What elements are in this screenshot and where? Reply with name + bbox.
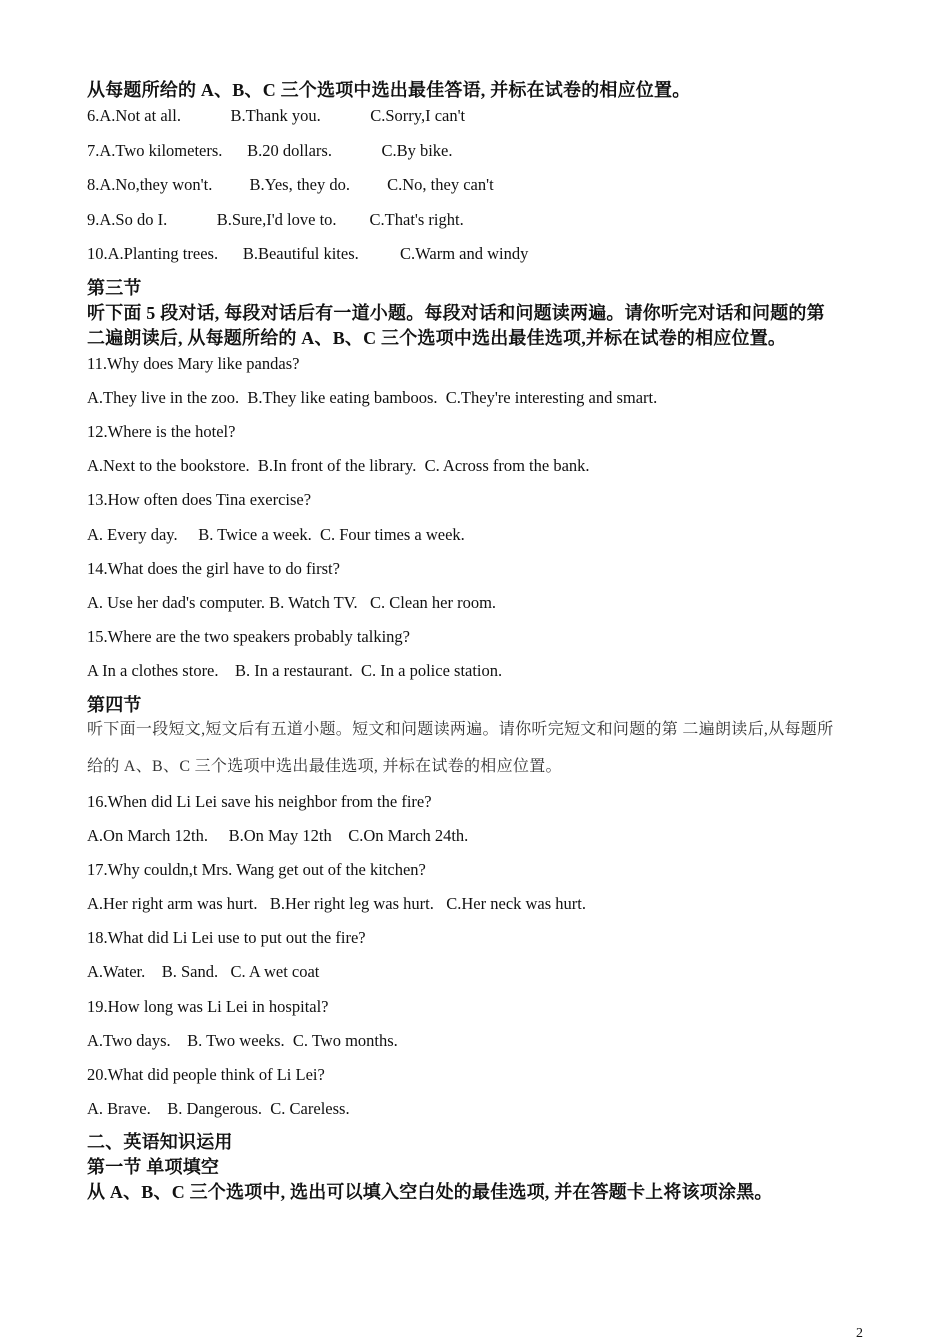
question-14-options: A. Use her dad's computer. B. Watch TV. C. Clean her room.	[87, 593, 497, 612]
question-7: 7.A.Two kilometers. B.20 dollars. C.By bike.	[87, 141, 453, 160]
question-11-options: A.They live in the zoo. B.They like eating bamboos. C.They're interesting and smart.	[87, 388, 658, 407]
page-number: 2	[856, 1326, 863, 1341]
question-20-options: A. Brave. B. Dangerous. C. Careless.	[87, 1099, 350, 1118]
question-19-options: A.Two days. B. Two weeks. C. Two months.	[87, 1031, 398, 1050]
question-11: 11.Why does Mary like pandas?	[87, 354, 300, 373]
section-4-instruction-line-1: 听下面一段短文,短文后有五道小题。短文和问题读两遍。请你听完短文和问题的第 二遍朗读后,从每题所	[87, 721, 834, 738]
section-4-instruction-line-2: 给的 A、B、C 三个选项中选出最佳选项, 并标在试卷的相应位置。	[87, 758, 562, 775]
section-3-title: 第三节	[87, 278, 142, 298]
section-3-instruction-line-2: 二遍朗读后, 从每题所给的 A、B、C 三个选项中选出最佳选项,并标在试卷的相应位置。	[87, 328, 787, 348]
question-15: 15.Where are the two speakers probably talking?	[87, 627, 410, 646]
instruction-heading: 从每题所给的 A、B、C 三个选项中选出最佳答语, 并标在试卷的相应位置。	[87, 80, 691, 100]
question-18-options: A.Water. B. Sand. C. A wet coat	[87, 962, 320, 981]
question-14: 14.What does the girl have to do first?	[87, 559, 340, 578]
section-4-title: 第四节	[87, 695, 142, 715]
part-2-instruction: 从 A、B、C 三个选项中, 选出可以填入空白处的最佳选项, 并在答题卡上将该项涂黑。	[87, 1182, 773, 1202]
question-8: 8.A.No,they won't. B.Yes, they do. C.No, they can't	[87, 175, 494, 194]
question-12-options: A.Next to the bookstore. B.In front of the library. C. Across from the bank.	[87, 456, 590, 475]
question-6: 6.A.Not at all. B.Thank you. C.Sorry,I can't	[87, 106, 466, 125]
question-19: 19.How long was Li Lei in hospital?	[87, 997, 329, 1016]
question-15-options: A In a clothes store. B. In a restaurant. C. In a police station.	[87, 661, 503, 680]
part-2-title: 二、英语知识运用	[87, 1132, 233, 1152]
question-16-options: A.On March 12th. B.On May 12th C.On March 24th.	[87, 826, 469, 845]
question-12: 12.Where is the hotel?	[87, 422, 236, 441]
question-10: 10.A.Planting trees. B.Beautiful kites. C.Warm and windy	[87, 244, 529, 263]
question-18: 18.What did Li Lei use to put out the fire?	[87, 928, 366, 947]
question-17: 17.Why couldn,t Mrs. Wang get out of the kitchen?	[87, 860, 426, 879]
question-13: 13.How often does Tina exercise?	[87, 490, 312, 509]
question-9: 9.A.So do I. B.Sure,I'd love to. C.That's right.	[87, 210, 464, 229]
question-17-options: A.Her right arm was hurt. B.Her right leg was hurt. C.Her neck was hurt.	[87, 894, 587, 913]
question-13-options: A. Every day. B. Twice a week. C. Four times a week.	[87, 525, 465, 544]
part-2-section-1-title: 第一节 单项填空	[87, 1157, 220, 1177]
question-20: 20.What did people think of Li Lei?	[87, 1065, 325, 1084]
section-3-instruction-line-1: 听下面 5 段对话, 每段对话后有一道小题。每段对话和问题读两遍。请你听完对话和问题的第	[87, 303, 825, 323]
question-16: 16.When did Li Lei save his neighbor from the fire?	[87, 792, 432, 811]
